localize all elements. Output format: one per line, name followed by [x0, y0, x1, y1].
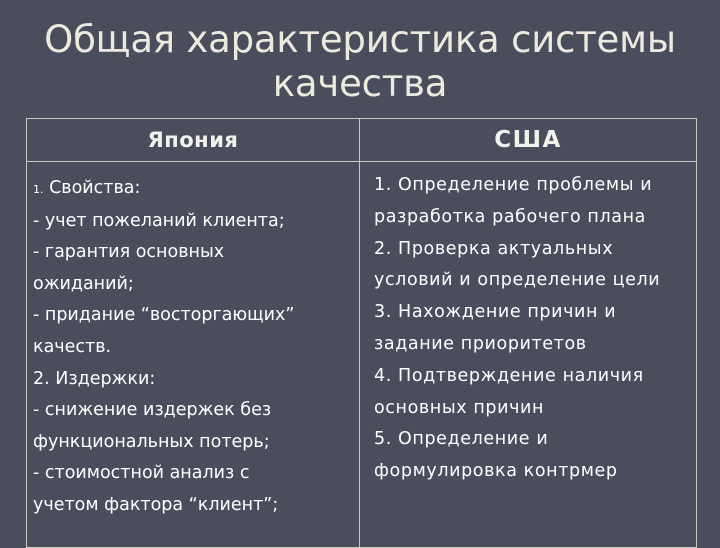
japan-line: - стоимостной анализ с [33, 463, 250, 484]
list-number: 1. [33, 183, 44, 196]
japan-line: ожиданий; [33, 273, 134, 294]
japan-line [33, 173, 355, 206]
usa-line: условий и определение цели [374, 270, 661, 291]
japan-line: - снижение издержек без [33, 400, 272, 421]
table-header-row [27, 119, 697, 162]
japan-line: учетом фактора “клиент”; [33, 494, 279, 515]
slide-title-line-1: Общая характеристика системы [44, 18, 676, 61]
usa-line: формулировка контрмер [374, 461, 618, 482]
usa-cell [360, 162, 697, 548]
usa-line: 4. Подтверждение наличия [374, 365, 644, 386]
japan-line: - придание “восторгающих” [33, 305, 295, 326]
usa-line: основных причин [374, 397, 545, 418]
usa-line: 3. Нахождение причин и [374, 302, 617, 323]
usa-line: разработка рабочего плана [374, 206, 646, 227]
japan-cell [27, 162, 360, 548]
comparison-table [26, 118, 697, 548]
table-body-row [27, 162, 697, 548]
japan-line: 2. Издержки: [33, 368, 156, 389]
usa-line: 5. Определение и [374, 429, 549, 450]
japan-line-text: Свойства: [43, 178, 141, 198]
japan-line: функциональных потерь; [33, 431, 270, 452]
header-japan: Япония [27, 119, 360, 162]
slide-title [40, 18, 680, 106]
japan-line: - учет пожеланий клиента; [33, 210, 285, 231]
usa-line: задание приоритетов [374, 333, 587, 354]
slide-title-line-2: качества [272, 62, 448, 105]
usa-line: 2. Проверка актуальных [374, 238, 614, 259]
header-usa: США [360, 119, 697, 162]
japan-line: качеств. [33, 336, 112, 357]
japan-line: - гарантия основных [33, 242, 225, 263]
usa-line: 1. Определение проблемы и [374, 175, 653, 195]
